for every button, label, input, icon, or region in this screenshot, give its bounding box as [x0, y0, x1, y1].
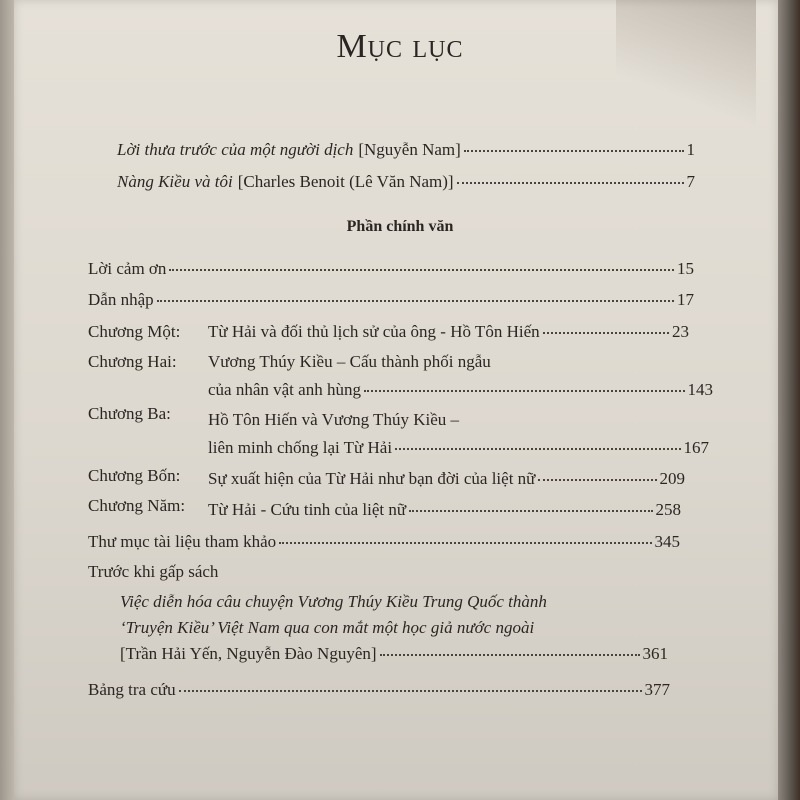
toc-entry-page: 167 — [683, 438, 709, 457]
chapter-three-label: Chương Ba: — [88, 404, 171, 423]
chapter-three-title-line1: Hồ Tôn Hiến và Vương Thúy Kiều – — [208, 410, 459, 429]
toc-entry-chapter-one — [208, 322, 689, 342]
toc-entry-page: 1 — [686, 140, 695, 159]
toc-entry-acknowledgements — [88, 259, 694, 279]
dot-leader — [169, 269, 674, 271]
dot-leader — [457, 182, 684, 184]
toc-entry-page: 345 — [654, 532, 680, 551]
toc-entry-author: [Charles Benoit (Lê Văn Nam)] — [237, 172, 454, 191]
toc-entry-label: Lời thưa trước của một người dịch — [117, 140, 354, 159]
toc-entry-page: 17 — [677, 290, 694, 309]
dot-leader — [543, 332, 669, 334]
toc-entry-label: Dẫn nhập — [88, 290, 154, 309]
toc-entry-page: 258 — [655, 500, 681, 519]
before-closing-title-line1: Việc diễn hóa câu chuyện Vương Thúy Kiều Trung Quốc thành — [120, 592, 547, 611]
dot-leader — [538, 479, 656, 481]
toc-entry-label: Từ Hải - Cứu tinh của liệt nữ — [208, 500, 407, 519]
toc-entry-label: Nàng Kiều và tôi — [117, 172, 233, 191]
dot-leader — [464, 150, 684, 152]
toc-entry-index — [88, 680, 670, 700]
dot-leader — [364, 390, 685, 392]
toc-entry-page: 209 — [659, 469, 685, 488]
section-heading: Phần chính văn — [346, 218, 454, 235]
toc-entry-chapter-three — [208, 438, 709, 458]
toc-entry-page: 377 — [644, 680, 670, 699]
toc-entry-before-closing — [120, 644, 668, 664]
toc-entry-label: liên minh chống lại Từ Hải — [208, 438, 393, 457]
chapter-five-label: Chương Năm: — [88, 496, 186, 515]
toc-entry-kieu-and-me — [117, 172, 695, 192]
toc-entry-label: Bảng tra cứu — [88, 680, 176, 699]
dot-leader — [409, 510, 652, 512]
toc-entry-author: [Nguyễn Nam] — [358, 140, 461, 159]
before-closing-title-line2: ‘Truyện Kiều’ Việt Nam qua con mắt một học giả nước ngoài — [120, 618, 535, 637]
dot-leader — [179, 690, 642, 692]
dot-leader — [395, 448, 680, 450]
toc-entry-chapter-five — [208, 500, 681, 520]
dot-leader — [279, 542, 651, 544]
dot-leader — [380, 654, 640, 656]
page-edge-shadow — [778, 0, 800, 800]
toc-entry-chapter-two — [208, 380, 713, 400]
toc-entry-bibliography — [88, 532, 680, 552]
chapter-two-label: Chương Hai: — [88, 352, 177, 371]
chapter-four-label: Chương Bốn: — [88, 466, 181, 485]
toc-entry-before-closing-label: Trước khi gấp sách — [88, 562, 219, 581]
toc-entry-chapter-four — [208, 469, 685, 489]
toc-entry-label: của nhân vật anh hùng — [208, 380, 361, 399]
toc-entry-translator-preface — [117, 140, 695, 160]
chapter-one-label: Chương Một: — [88, 322, 181, 341]
chapter-two-title-line1: Vương Thúy Kiều – Cấu thành phối ngẫu — [208, 352, 491, 371]
toc-entry-label: Lời cảm ơn — [88, 259, 167, 278]
toc-entry-page: 23 — [672, 322, 689, 341]
toc-entry-label: Từ Hải và đối thủ lịch sử của ông - Hồ Tôn Hiến — [208, 322, 540, 341]
toc-entry-author: [Trần Hải Yến, Nguyễn Đào Nguyên] — [120, 644, 377, 663]
dot-leader — [157, 300, 674, 302]
toc-entry-label: Sự xuất hiện của Từ Hải như bạn đời của liệt nữ — [208, 469, 536, 488]
toc-entry-page: 15 — [677, 259, 694, 278]
toc-entry-page: 7 — [686, 172, 695, 191]
book-gutter — [0, 0, 14, 800]
toc-entry-page: 361 — [642, 644, 668, 663]
toc-entry-label: Thư mục tài liệu tham khảo — [88, 532, 277, 551]
page-title: Mục lục — [336, 28, 464, 65]
toc-entry-page: 143 — [687, 380, 713, 399]
toc-entry-introduction — [88, 290, 694, 310]
